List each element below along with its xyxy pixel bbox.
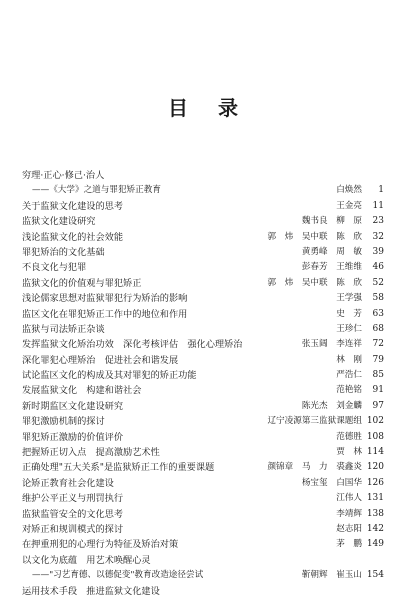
toc-entry-title: 浅论儒家思想对监狱罪犯行为矫治的影响 — [22, 293, 188, 305]
toc-entry-page: 85 — [372, 370, 384, 381]
toc-entry-title: 浅论监狱文化的社会效能 — [22, 231, 124, 243]
toc-entry-page: 58 — [372, 293, 384, 304]
toc-entry — [22, 584, 384, 599]
toc-entry-page: 142 — [366, 523, 384, 534]
toc-entry-author: 靳朝辉 崔玉山 — [301, 570, 362, 581]
toc-entry-page: 138 — [366, 508, 384, 519]
toc-entry-page: 154 — [366, 570, 384, 581]
toc-entry-title: 监狱监管安全的文化思考 — [22, 508, 124, 520]
toc-entry-author: 陈光杰 刘金麟 — [301, 400, 362, 411]
toc-entry — [22, 337, 384, 352]
toc-entry-title: 运用技术手段 推进监狱文化建设 — [22, 585, 160, 597]
toc-entry-title: 论矫正教育社会化建设 — [22, 477, 114, 489]
toc-entry — [22, 230, 384, 245]
toc-entry-title: 发挥监狱文化矫治功效 深化考核评估 强化心理矫治 — [22, 339, 243, 351]
toc-entry-author: 贾 林 — [336, 447, 362, 458]
toc-entry-page: 46 — [372, 262, 384, 273]
toc-entry-author: 江伟人 — [336, 493, 362, 504]
toc-entry-page: 72 — [372, 339, 384, 350]
page-title — [0, 92, 406, 121]
toc-entry-page: 120 — [366, 462, 384, 473]
toc-entry — [22, 537, 384, 552]
toc-entry-page: 23 — [372, 216, 384, 227]
toc-entry-author: 李靖辉 — [336, 508, 362, 519]
toc-entry — [22, 491, 384, 506]
toc-entry-title: 以文化为底蕴 用艺术唤醒心灵 — [22, 554, 151, 566]
toc-entry-title: 不良文化与犯罪 — [22, 262, 87, 274]
toc-entry-author: 彭春芳 王维维 — [301, 262, 362, 273]
toc-entry-author: 林 刚 — [336, 354, 362, 365]
toc-entry-page: 11 — [372, 200, 384, 211]
toc-entry — [22, 183, 384, 198]
toc-entry-page: 149 — [366, 539, 384, 550]
toc-entry — [22, 568, 384, 583]
toc-entry — [22, 307, 384, 322]
toc-entry-title: 监狱与司法矫正杂谈 — [22, 323, 105, 335]
toc-entry — [22, 445, 384, 460]
toc-entry-title: ——"习艺育德、以德促变"教育改造途径尝试 — [32, 570, 204, 581]
toc-entry-title: 罪犯矫治的文化基础 — [22, 246, 105, 258]
toc-entry-title: 对矫正和规训模式的探讨 — [22, 523, 124, 535]
toc-entry-page: 126 — [366, 477, 384, 488]
toc-entry-page: 63 — [372, 308, 384, 319]
toc-entry-title: 把握矫正切入点 提高激励艺术性 — [22, 447, 160, 459]
table-of-contents — [22, 168, 384, 599]
toc-entry-title: 新时期监区文化建设研究 — [22, 400, 124, 412]
toc-entry — [22, 276, 384, 291]
toc-entry-title: 在押重刑犯的心理行为特征及矫治对策 — [22, 539, 179, 551]
toc-entry-page: 131 — [366, 493, 384, 504]
toc-entry-title: 试论监区文化的构成及其对罪犯的矫正功能 — [22, 370, 197, 382]
toc-entry — [22, 245, 384, 260]
toc-entry — [22, 199, 384, 214]
toc-entry-author: 范德胜 — [336, 431, 362, 442]
toc-entry-author: 黄勇峰 周 敏 — [301, 246, 362, 257]
toc-entry — [22, 476, 384, 491]
toc-entry-author: 赵志阳 — [336, 523, 362, 534]
title-char-1: 目 — [168, 96, 188, 120]
toc-entry-page: 68 — [372, 323, 384, 334]
toc-entry — [22, 430, 384, 445]
toc-entry-page: 79 — [372, 354, 384, 365]
toc-entry — [22, 353, 384, 368]
toc-entry-author: 白焕然 — [336, 185, 362, 196]
toc-entry-title: 罪犯激励机制的探讨 — [22, 416, 105, 428]
toc-entry — [22, 414, 384, 429]
toc-entry-page: 52 — [372, 277, 384, 288]
toc-entry-author: 王金亮 — [336, 200, 362, 211]
toc-entry-page: 39 — [372, 246, 384, 257]
toc-entry-author: 范艳铭 — [336, 385, 362, 396]
toc-entry-author: 郭 炜 吴中联 陈 欣 — [267, 277, 362, 288]
toc-entry-page: 97 — [372, 400, 384, 411]
toc-entry-author: 王珍仁 — [336, 323, 362, 334]
toc-entry-title: 维护公平正义与刑罚执行 — [22, 493, 124, 505]
toc-entry-title: 关于监狱文化建设的思考 — [22, 200, 124, 212]
toc-entry-author: 王学强 — [336, 293, 362, 304]
toc-entry — [22, 383, 384, 398]
title-char-2: 录 — [218, 96, 238, 120]
toc-entry-page: 102 — [366, 416, 384, 427]
toc-entry-author: 张玉阔 李连祥 — [301, 339, 362, 350]
toc-entry-title: 发展监狱文化 构建和谐社会 — [22, 385, 142, 397]
toc-entry-author: 郭 炜 吴中联 陈 欣 — [267, 231, 362, 242]
toc-entry — [22, 553, 384, 568]
toc-entry — [22, 322, 384, 337]
toc-entry — [22, 522, 384, 537]
toc-entry-author: 茅 鹏 — [336, 539, 362, 550]
toc-entry-author: 史 芳 — [336, 308, 362, 319]
toc-entry-page: 108 — [366, 431, 384, 442]
toc-entry-author: 严浩仁 — [336, 370, 362, 381]
toc-entry-title: 罪犯矫正激励的价值评价 — [22, 431, 124, 443]
toc-entry — [22, 260, 384, 275]
toc-entry-title: 监狱文化建设研究 — [22, 216, 96, 228]
toc-entry — [22, 214, 384, 229]
toc-entry-author: 杨宝玺 白国华 — [301, 477, 362, 488]
toc-entry-page: 32 — [372, 231, 384, 242]
toc-entry-title: 深化罪犯心理矫治 促进社会和谐发展 — [22, 354, 179, 366]
toc-entry-title: 正确处理"五大关系"是监狱矫正工作的重要课题 — [22, 462, 215, 474]
toc-entry-title: 穷理·正心·修己·治人 — [22, 170, 105, 181]
toc-entry — [22, 168, 384, 183]
toc-entry — [22, 291, 384, 306]
toc-entry-author: 颜锦章 马 力 裘鑫炎 — [267, 462, 362, 473]
toc-entry-page: 91 — [372, 385, 384, 396]
toc-entry-title: 监区文化在罪犯矫正工作中的地位和作用 — [22, 308, 188, 320]
toc-entry — [22, 399, 384, 414]
toc-entry — [22, 460, 384, 475]
toc-entry-page: 114 — [366, 447, 384, 458]
toc-entry-title: 监狱文化的价值观与罪犯矫正 — [22, 277, 142, 289]
toc-entry-author: 辽宁凌源第三监狱课题组 — [267, 416, 362, 427]
toc-entry-author: 魏书良 柳 原 — [301, 216, 362, 227]
toc-entry — [22, 368, 384, 383]
toc-entry — [22, 507, 384, 522]
toc-entry-title: ——《大学》之道与罪犯矫正教育 — [32, 185, 161, 196]
toc-entry-page: 1 — [378, 185, 384, 196]
